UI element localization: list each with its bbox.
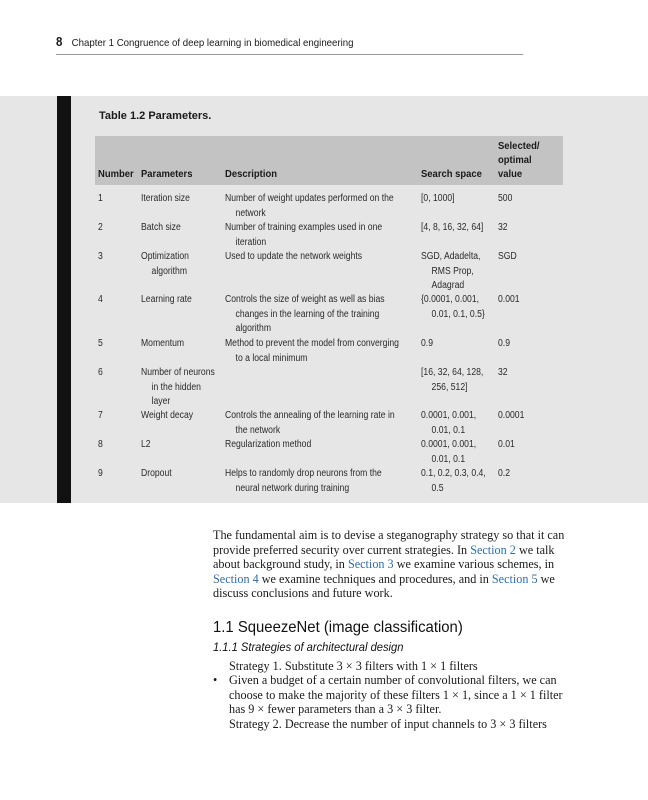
table-header-row [95,136,563,185]
row-description: Number of weight updates performed on the network [225,193,394,219]
section-5-link[interactable]: Section 5 [491,571,538,586]
header-parameters: Parameters [141,168,193,180]
row-value: 32 [498,367,508,378]
table-caption: Table 1.2 Parameters. [99,110,212,122]
header-search-space: Search space [421,168,482,180]
row-search-space: 0.0001, 0.001, 0.01, 0.1 [421,439,477,465]
row-parameter: Dropout [141,468,172,479]
page-number: 8 [56,35,63,49]
row-description: Regularization method [225,439,312,450]
row-value: 0.001 [498,294,520,305]
row-value: 32 [498,222,508,233]
table-panel [0,96,648,503]
section-4-link[interactable]: Section 4 [213,571,259,586]
row-value: 0.9 [498,338,510,349]
row-search-space: 0.0001, 0.001, 0.01, 0.1 [421,410,477,436]
header-value: Selected/ optimal value [498,140,540,180]
row-parameter: Learning rate [141,294,192,305]
row-parameter: Momentum [141,338,185,349]
row-parameter: Weight decay [141,410,194,421]
row-description: Helps to randomly drop neurons from the neural network during training [225,468,382,494]
section-2-link[interactable]: Section 2 [470,542,516,557]
row-parameter: Optimization algorithm [141,251,189,277]
row-number: 2 [98,222,103,233]
row-parameter: Iteration size [141,193,190,204]
row-description: Method to prevent the model from converging to a local minimum [225,338,399,364]
row-value: 0.0001 [498,410,525,421]
row-search-space: [16, 32, 64, 128, 256, 512] [421,367,484,393]
bullet-icon: • [213,673,218,687]
row-search-space: {0.0001, 0.001, 0.01, 0.1, 0.5} [421,294,485,320]
table-side-bar [57,96,71,503]
header-number: Number [98,168,134,180]
row-parameter: Number of neurons in the hidden layer [141,367,215,407]
row-number: 6 [98,367,103,378]
row-number: 9 [98,468,103,479]
row-search-space: [0, 1000] [421,193,455,204]
row-number: 8 [98,439,103,450]
row-search-space: 0.9 [421,338,433,349]
row-value: SGD [498,251,517,262]
header-description: Description [225,168,277,180]
row-description: Controls the size of weight as well as bias changes in the learning of the training algorithm [225,294,385,334]
row-search-space: [4, 8, 16, 32, 64] [421,222,484,233]
strategy-2: Strategy 2. Decrease the number of input channels to 3 × 3 filters [229,717,547,731]
row-value: 0.01 [498,439,515,450]
subsection-title: 1.1.1 Strategies of architectural design [213,640,404,654]
running-header [56,35,523,55]
row-number: 5 [98,338,103,349]
row-description: Used to update the network weights [225,251,363,262]
intro-paragraph: The fundamental aim is to devise a steganography strategy so that it can provide preferred security over current strategies. In Section 2 we talk about background study, in Section 3 we examine various schemes, in Section 4 we examine techniques and procedures, and in Section 5 we discuss conclusions and future work. [213,528,565,601]
row-number: 7 [98,410,103,421]
row-number: 3 [98,251,103,262]
row-parameter: Batch size [141,222,181,233]
row-description: Controls the annealing of the learning rate in the network [225,410,395,436]
row-description: Number of training examples used in one iteration [225,222,383,248]
row-number: 4 [98,294,103,305]
row-value: 0.2 [498,468,510,479]
running-title: Chapter 1 Congruence of deep learning in biomedical engineering [71,37,354,49]
row-value: 500 [498,193,513,204]
row-number: 1 [98,193,103,204]
row-search-space: 0.1, 0.2, 0.3, 0.4, 0.5 [421,468,486,494]
row-parameter: L2 [141,439,151,450]
strategy-1: Strategy 1. Substitute 3 × 3 filters with 1 × 1 filters [229,659,478,673]
row-search-space: SGD, Adadelta, RMS Prop, Adagrad [421,251,481,291]
section-title: 1.1 SqueezeNet (image classification) [213,619,463,636]
strategy-bullet: • Given a budget of a certain number of convolutional filters, we can choose to make the majority of these filters 1 × 1, since a 1 × 1 filter has 9 × fewer parameters than a 3 × 3 filter. [213,673,563,717]
section-3-link[interactable]: Section 3 [347,557,394,572]
